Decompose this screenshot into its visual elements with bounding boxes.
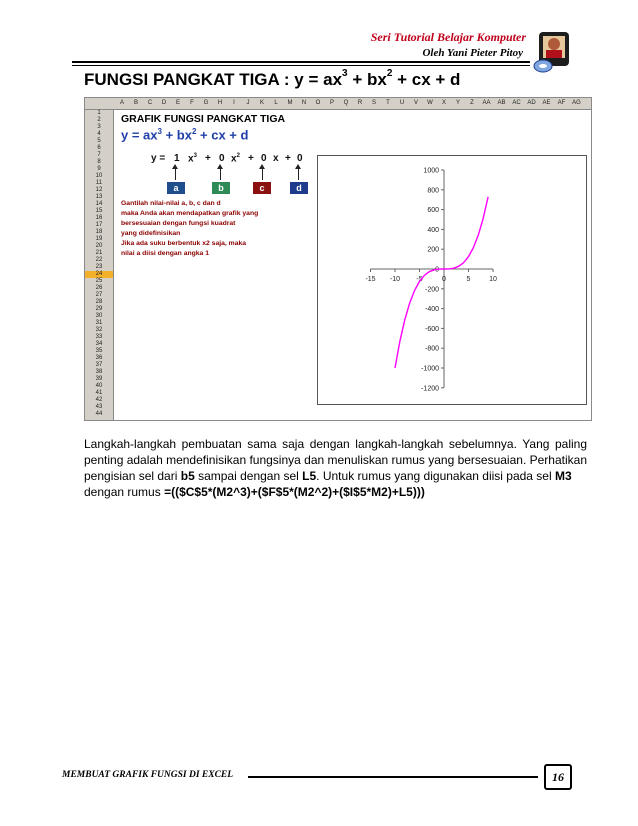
row-header: 29: [95, 306, 103, 312]
x-tick-label: -15: [365, 276, 376, 283]
row-header: 14: [95, 201, 103, 207]
column-header: X: [441, 100, 446, 106]
formula-text: =(($C$5*(M2^3)+($F$5*(M2^2)+($I$5*M2)+L5))): [164, 485, 425, 499]
column-header: C: [147, 100, 153, 106]
row-header: 28: [95, 299, 103, 305]
cubic-function-chart: [317, 155, 587, 405]
graph-title: GRAFIK FUNGSI PANGKAT TIGA: [121, 113, 286, 125]
cell-ref-b5: b5: [180, 469, 195, 483]
row-header: 35: [95, 348, 103, 354]
column-header: AG: [572, 100, 581, 106]
column-header: F: [190, 100, 194, 106]
column-header: AB: [497, 100, 506, 106]
y-tick-label: -1000: [421, 365, 439, 373]
row-header: 24: [85, 271, 113, 278]
y-tick-label: 800: [427, 187, 439, 195]
column-header: N: [301, 100, 307, 106]
cell-ref-m3: M3: [554, 469, 572, 483]
coef-a-value: 1: [174, 153, 180, 164]
row-header: 36: [95, 355, 103, 361]
y-tick-label: 0: [435, 266, 439, 274]
body-paragraph: Langkah-langkah pembuatan sama saja dengan langkah-langkah sebelumnya. Yang paling penting adalah mendefinisikan fungsinya dan menuliskan rumus yang bersesuaian. Perhatikan pengisian sel dari b5 sampai dengan sel L5. Untuk rumus yang digunakan diisi pada sel M3 dengan rumus =(($C$5*(M2^3)+($F$5*(M2^2)+($I$5*M2)+L5))): [84, 437, 587, 499]
column-header: I: [233, 100, 235, 106]
column-header: O: [315, 100, 321, 106]
row-header: 41: [95, 390, 103, 396]
plus-sign: +: [205, 153, 211, 164]
x2-term: $x^2$: [231, 153, 240, 165]
row-header: 16: [95, 215, 103, 221]
column-header: P: [329, 100, 334, 106]
row-header: 39: [95, 376, 103, 382]
cell-ref-l5: L5: [302, 469, 317, 483]
instruction-line: nilai a diisi dengan angka 1: [121, 250, 210, 257]
row-header: 33: [95, 334, 103, 340]
row-header: 6: [97, 145, 101, 151]
arrow-up-icon: [220, 166, 221, 180]
graph-equation: $y = ax^3 + bx^2$ + cx + d: [121, 127, 249, 143]
x-tick-label: -5: [416, 276, 423, 283]
row-header: 37: [95, 362, 103, 368]
coef-d-value: 0: [297, 153, 303, 164]
column-header: AE: [542, 100, 551, 106]
row-header: 20: [95, 243, 103, 249]
row-header: 27: [95, 292, 103, 298]
row-header: 38: [95, 369, 103, 375]
coef-c-value: 0: [261, 153, 267, 164]
page-number: 16: [544, 764, 572, 790]
arrow-up-icon: [175, 166, 176, 180]
column-header: G: [203, 100, 209, 106]
column-header: A: [119, 100, 124, 106]
column-header: AC: [512, 100, 521, 106]
column-header: Q: [343, 100, 349, 106]
column-header: L: [274, 100, 278, 106]
row-header: 34: [95, 341, 103, 347]
column-header: M: [287, 100, 293, 106]
x-tick-label: 0: [442, 276, 446, 283]
row-header: 19: [95, 236, 103, 242]
author-name: Oleh Yani Pieter Pitoy: [422, 47, 523, 59]
row-header: 17: [95, 222, 103, 228]
row-header: 21: [95, 250, 103, 256]
x-tick-label: 10: [489, 276, 497, 283]
row-header: 25: [95, 278, 103, 284]
y-tick-label: -400: [424, 306, 439, 314]
column-header: J: [246, 100, 250, 106]
footer-rule: [248, 776, 538, 778]
row-header: 4: [97, 131, 101, 137]
instructions: [121, 199, 258, 259]
y-tick-label: 200: [427, 246, 439, 254]
column-header: Z: [470, 100, 474, 106]
column-header: D: [161, 100, 167, 106]
column-headers: [85, 98, 591, 110]
coef-a-label: a: [167, 182, 185, 194]
arrow-up-icon: [298, 166, 299, 180]
coef-b-value: 0: [219, 153, 225, 164]
row-header: 43: [95, 404, 103, 410]
column-header: AF: [557, 100, 566, 106]
column-header: W: [427, 100, 433, 106]
coef-b-label: b: [212, 182, 230, 194]
row-header: 32: [95, 327, 103, 333]
page-title: FUNGSI PANGKAT TIGA : $y = ax^3 + bx^2$ + cx + d: [84, 68, 461, 89]
coef-c-label: c: [253, 182, 271, 194]
series-title: Seri Tutorial Belajar Komputer: [370, 30, 526, 44]
row-header: 18: [95, 229, 103, 235]
plus-sign: +: [285, 153, 291, 164]
header-rule-thin: [72, 65, 530, 66]
row-headers: [85, 110, 114, 420]
instruction-line: Jika ada suku berbentuk x2 saja, maka: [121, 240, 247, 247]
column-header: B: [133, 100, 138, 106]
header-rule: [72, 61, 530, 63]
column-header: U: [399, 100, 405, 106]
row-header: 26: [95, 285, 103, 291]
row-header: 44: [95, 411, 103, 417]
author-logo-icon: [533, 28, 573, 74]
footer-label: MEMBUAT GRAFIK FUNGSI DI EXCEL: [62, 770, 234, 780]
y-tick-label: -600: [424, 325, 439, 333]
column-header: H: [217, 100, 223, 106]
row-header: 9: [97, 166, 101, 172]
x-tick-label: 5: [466, 276, 471, 283]
instruction-line: Gantilah nilai-nilai a, b, c dan d: [121, 200, 221, 207]
row-header: 11: [95, 180, 103, 186]
row-header: 5: [97, 138, 101, 144]
y-label: y =: [151, 153, 166, 164]
column-header: AD: [527, 100, 536, 106]
row-header: 42: [95, 397, 103, 403]
chart-svg: [318, 156, 586, 404]
x-term: x: [273, 153, 279, 164]
y-tick-label: -800: [424, 345, 439, 353]
instruction-line: maka Anda akan mendapatkan grafik yang: [121, 210, 259, 217]
y-tick-label: 1000: [423, 167, 439, 175]
y-tick-label: -200: [424, 286, 439, 294]
y-tick-label: -1200: [421, 385, 439, 393]
column-header: Y: [455, 100, 460, 106]
column-header: K: [259, 100, 264, 106]
column-header: R: [357, 100, 363, 106]
row-header: 15: [95, 208, 103, 214]
column-header: V: [413, 100, 418, 106]
instruction-line: bersesuaian dengan fungsi kuadrat: [121, 220, 236, 227]
row-header: 1: [97, 110, 101, 116]
instruction-line: yang didefinisikan: [121, 230, 181, 237]
row-header: 23: [95, 264, 103, 270]
spreadsheet-screenshot: [84, 97, 592, 421]
row-header: 13: [95, 194, 103, 200]
row-header: 3: [97, 124, 101, 130]
plus-sign: +: [248, 153, 254, 164]
arrow-up-icon: [262, 166, 263, 180]
row-header: 2: [97, 117, 101, 123]
row-header: 10: [95, 173, 103, 179]
column-header: S: [371, 100, 376, 106]
row-header: 22: [95, 257, 103, 263]
row-header: 7: [97, 152, 101, 158]
column-header: T: [386, 100, 390, 106]
coef-d-label: d: [290, 182, 308, 194]
row-header: 31: [95, 320, 103, 326]
row-header: 30: [95, 313, 103, 319]
x-tick-label: -10: [389, 276, 401, 283]
column-header: AA: [482, 100, 491, 106]
row-header: 8: [97, 159, 101, 165]
y-tick-label: 600: [427, 207, 439, 215]
column-header: E: [175, 100, 180, 106]
x3-term: $x^3$: [188, 153, 197, 165]
row-header: 40: [95, 383, 103, 389]
y-tick-label: 400: [427, 226, 439, 234]
row-header: 12: [95, 187, 103, 193]
